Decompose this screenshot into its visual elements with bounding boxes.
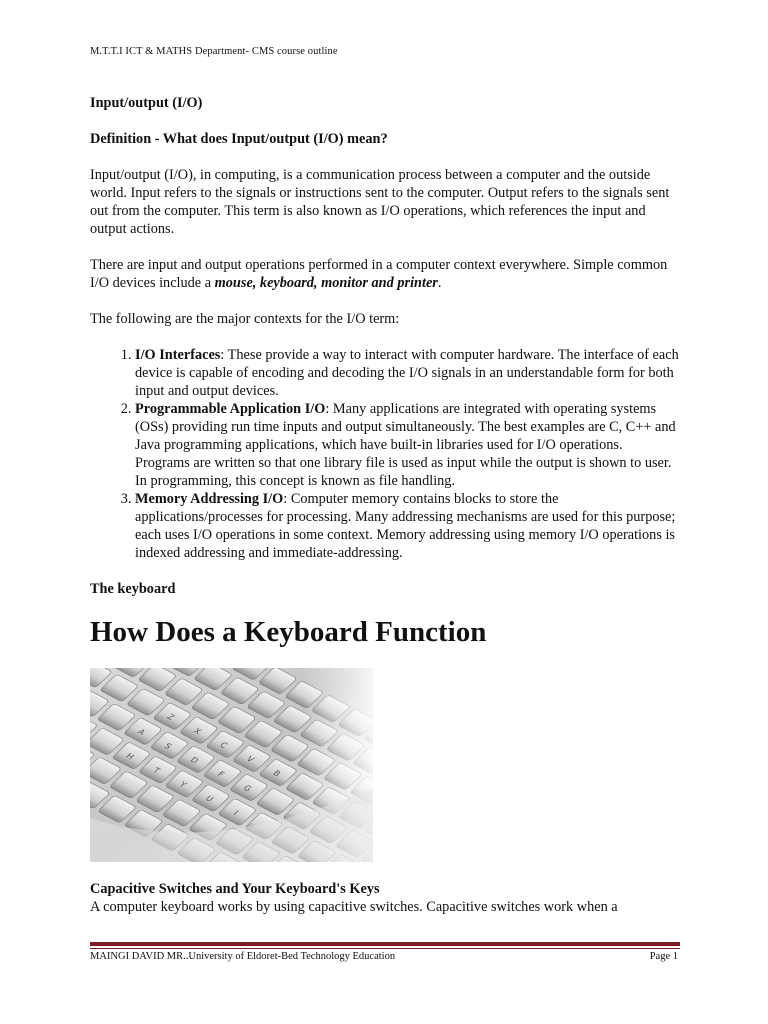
- footer-rule: [90, 942, 680, 946]
- keyboard-heading: How Does a Keyboard Function: [90, 616, 487, 648]
- keyboard-photo: [90, 668, 373, 862]
- footer-rule-thin: [90, 948, 680, 949]
- list-item-text: : Computer memory contains blocks to store the applications/processes for processing. Many addressing mechanisms are used for this purpose; each uses I/O operations in some context. Memory addressing using memory I/O operations is indexed addressing and immediate-addressing.: [135, 491, 676, 561]
- paragraph-io-devices-end: .: [437, 275, 442, 291]
- footer-author: MAINGI DAVID MR..University of Eldoret-Bed Technology Education: [90, 951, 396, 962]
- paragraph-io-devices-start: There are input and output operations performed in a computer context everywhere. Simple common I/O devices include a: [90, 257, 668, 291]
- contexts-list: [90, 346, 680, 562]
- section-title: Input/output (I/O): [90, 95, 203, 111]
- paragraph-contexts-intro: The following are the major contexts for the I/O term:: [90, 311, 400, 327]
- capacitive-section: [90, 880, 680, 916]
- capacitive-subheading: Capacitive Switches and Your Keyboard's Keys: [90, 881, 380, 897]
- paragraph-io-devices-emphasis: mouse, keyboard, monitor and printer: [214, 275, 438, 291]
- keyboard-label: The keyboard: [90, 581, 176, 597]
- definition-heading: Definition - What does Input/output (I/O) mean?: [90, 131, 388, 147]
- list-item-term: Programmable Application I/O: [135, 401, 326, 417]
- keyboard-photo-graphic: [90, 668, 373, 862]
- list-item-text: : Many applications are integrated with operating systems (OSs) providing run time inputs and output simultaneously. The best examples are C, C++ and Java programming applications, which have built-in libraries used for I/O operations. Programs are written so that one library file is used as input while the output is shown to user. In programming, this concept is known as file handling.: [135, 401, 676, 489]
- main-content: [90, 94, 680, 649]
- capacitive-paragraph: A computer keyboard works by using capacitive switches. Capacitive switches work when a: [90, 899, 618, 915]
- list-item: [135, 346, 680, 400]
- list-item: [135, 400, 680, 490]
- list-item-term: Memory Addressing I/O: [135, 491, 284, 507]
- page-header: M.T.T.I ICT & MATHS Department- CMS course outline: [90, 46, 338, 57]
- list-item: [135, 490, 680, 562]
- list-item-term: I/O Interfaces: [135, 347, 221, 363]
- paragraph-io-definition: Input/output (I/O), in computing, is a communication process between a computer and the outside world. Input refers to the signals or instructions sent to the computer. Output refers to the signals sent out from the computer. This term is also known as I/O operations, which references the input and output actions.: [90, 167, 670, 237]
- list-item-text: : These provide a way to interact with computer hardware. The interface of each device is capable of encoding and decoding the I/O signals in an understandable form for both input and output devices.: [135, 347, 679, 399]
- page-number: Page 1: [649, 951, 678, 962]
- paragraph-io-devices: [90, 256, 680, 292]
